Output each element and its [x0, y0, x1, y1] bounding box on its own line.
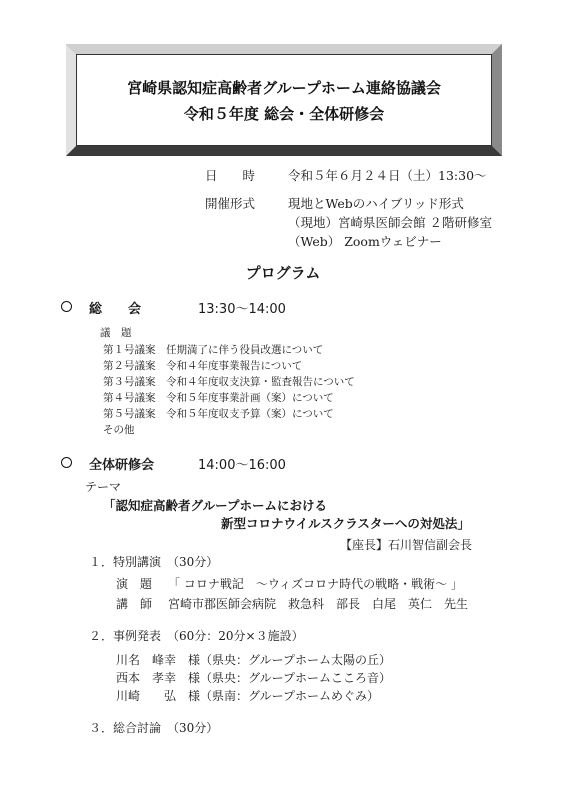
training-time: 14:00～16:00: [198, 458, 286, 473]
frame-bevel-left: [66, 44, 76, 156]
format-value: 現地とWebのハイブリッド形式: [288, 196, 464, 211]
frame-bevel-top: [66, 44, 502, 54]
lecture-speaker-value: 宮崎市郡医師会病院 救急科 部長 白尾 英仁 先生: [168, 597, 469, 611]
agenda-item: 第５号議案 令和５年度収支予算（案）について: [103, 408, 334, 420]
general-meeting-title: 総 会: [89, 302, 142, 317]
venue-onsite: （現地）宮崎県医師会館 ２階研修室: [288, 215, 492, 230]
document-title: 宮崎県認知症高齢者グループホーム連絡協議会: [127, 79, 441, 97]
lecture-topic-label: 演 題: [116, 577, 153, 591]
lecture-heading: １．特別講演 （30分）: [89, 555, 219, 569]
cases-heading: ２．事例発表 （60分：20分×３施設）: [89, 629, 304, 643]
frame-bevel-bottom: [66, 146, 502, 156]
agenda-item: その他: [103, 424, 135, 436]
chair-person: 【座長】石川智信副会長: [340, 538, 473, 552]
venue-web: （Web） Zoomウェビナー: [288, 234, 442, 249]
program-heading: プログラム: [245, 264, 321, 282]
discussion-heading: ３．総合討論 （30分）: [89, 721, 219, 735]
theme-line-1: 「認知症高齢者グループホームにおける: [103, 498, 328, 513]
agenda-item: 第４号議案 令和５年度事業計画（案）について: [103, 392, 334, 404]
format-label: 開催形式: [205, 196, 256, 211]
general-meeting-time: 13:30～14:00: [198, 302, 286, 317]
presenter-item: 川名 峰幸 様（県央：グループホーム太陽の丘）: [116, 653, 392, 667]
document-subtitle: 令和５年度 総会・全体研修会: [183, 105, 385, 123]
title-box: [76, 54, 492, 146]
agenda-item: 第３号議案 令和４年度収支決算・監査報告について: [103, 376, 355, 388]
agenda-item: 第１号議案 任期満了に伴う役員改選について: [103, 344, 324, 356]
date-label: 日 時: [205, 168, 256, 183]
bullet-circle-icon: [61, 301, 72, 312]
title-frame: [66, 44, 502, 156]
presenter-item: 川崎 弘 様（県南：グループホームめぐみ）: [116, 689, 380, 703]
training-title: 全体研修会: [89, 458, 155, 473]
frame-bevel-right: [492, 44, 502, 156]
bullet-circle-icon: [61, 457, 72, 468]
lecture-speaker-label: 講 師: [116, 597, 153, 611]
presenter-item: 西本 孝幸 様（県央：グループホームこころ音）: [116, 671, 392, 685]
date-value: 令和５年６月２４日（土）13:30～: [288, 168, 487, 183]
agenda-item: 第２号議案 令和４年度事業報告について: [103, 360, 303, 372]
agenda-label: 議 題: [100, 327, 132, 339]
theme-line-2: 新型コロナウイルスクラスターへの対処法」: [221, 516, 470, 531]
lecture-topic-value: 「 コロナ戦記 ～ウィズコロナ時代の戦略・戦術～ 」: [168, 577, 463, 591]
theme-label: テーマ: [85, 480, 122, 494]
